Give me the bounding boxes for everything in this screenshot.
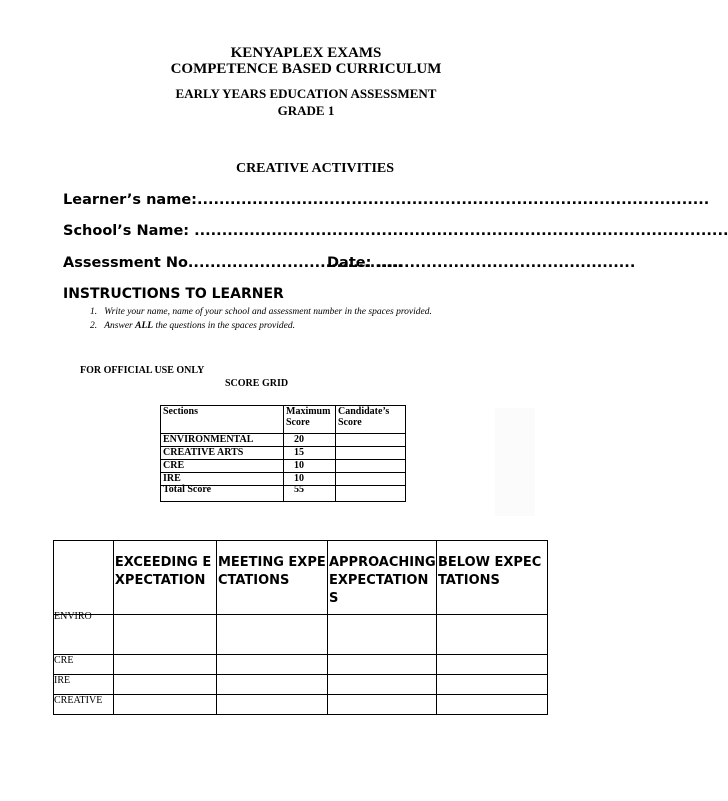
rubric-row-label: CRE — [54, 655, 114, 675]
curriculum-title: COMPETENCE BASED CURRICULUM — [170, 61, 442, 77]
exam-title: KENYAPLEX EXAMS — [230, 45, 382, 61]
candidate-score-cell[interactable] — [336, 447, 406, 460]
rubric-cell[interactable] — [216, 655, 327, 675]
grade-title: GRADE 1 — [277, 103, 335, 118]
section-name: CRE — [161, 460, 284, 473]
rubric-cell[interactable] — [216, 695, 327, 715]
section-name: ENVIRONMENTAL — [161, 434, 284, 447]
candidate-total-cell[interactable] — [336, 486, 406, 502]
rubric-cell[interactable] — [113, 615, 216, 655]
assessment-number-field[interactable]: Assessment No....................................... — [63, 255, 403, 271]
section-name: IRE — [161, 473, 284, 486]
rubric-corner-cell — [54, 541, 114, 615]
school-name-field[interactable]: School’s Name: ................................................................................................. — [63, 223, 728, 239]
rubric-cell[interactable] — [436, 695, 547, 715]
candidate-score-header-line2: Score — [338, 417, 362, 428]
rubric-row-label: CREATIVE — [54, 695, 114, 715]
subject-title: CREATIVE ACTIVITIES — [235, 161, 395, 176]
rubric-cell[interactable] — [113, 675, 216, 695]
rubric-header-row — [54, 541, 548, 615]
rubric-row — [54, 695, 548, 715]
official-use-label: FOR OFFICIAL USE ONLY — [80, 365, 205, 376]
rubric-row — [54, 655, 548, 675]
max-score: 10 — [284, 473, 336, 486]
instruction-item-1 — [90, 306, 432, 318]
instructions-title: INSTRUCTIONS TO LEARNER — [63, 286, 284, 302]
date-field[interactable]: Date: ............................................... — [327, 255, 636, 271]
total-max-score: 55 — [284, 486, 336, 502]
instruction-number: 1. — [90, 307, 98, 317]
instruction-emphasis: ALL — [135, 321, 154, 331]
rubric-cell[interactable] — [327, 695, 436, 715]
max-score: 15 — [284, 447, 336, 460]
rubric-cell[interactable] — [113, 655, 216, 675]
candidate-score-header — [336, 406, 406, 434]
rubric-cell[interactable] — [216, 675, 327, 695]
rubric-cell[interactable] — [113, 695, 216, 715]
score-grid-row — [161, 434, 406, 447]
total-score-label: Total Score — [161, 486, 284, 502]
instruction-number: 2. — [90, 321, 98, 331]
rubric-cell[interactable] — [327, 655, 436, 675]
max-score-header-line2: Score — [286, 417, 310, 428]
section-name: CREATIVE ARTS — [161, 447, 284, 460]
below-expectations-header: BELOW EXPECTATIONS — [436, 541, 547, 615]
rubric-cell[interactable] — [436, 655, 547, 675]
score-grid-total-row — [161, 486, 406, 502]
candidate-score-cell[interactable] — [336, 473, 406, 486]
rubric-table — [53, 540, 548, 715]
rubric-row-label — [54, 611, 114, 655]
score-grid-header-row — [161, 406, 406, 434]
instruction-text: the questions in the spaces provided. — [153, 321, 295, 331]
assessment-title: EARLY YEARS EDUCATION ASSESSMENT — [175, 86, 437, 101]
rubric-row — [54, 675, 548, 695]
scan-shadow — [495, 408, 535, 516]
rubric-cell[interactable] — [327, 615, 436, 655]
candidate-score-cell[interactable] — [336, 460, 406, 473]
rubric-row-label-text: ENVIRO — [54, 611, 92, 622]
candidate-score-header-line1: Candidate’s — [338, 406, 390, 417]
score-grid-table — [160, 405, 406, 502]
max-score-header — [284, 406, 336, 434]
instruction-item-2 — [90, 320, 295, 332]
rubric-cell[interactable] — [436, 675, 547, 695]
rubric-row — [54, 615, 548, 655]
instruction-text: Write your name, name of your school and assessment number in the spaces provided. — [104, 307, 432, 317]
instruction-text: Answer — [104, 321, 136, 331]
score-grid-row — [161, 447, 406, 460]
approaching-expectations-header: APPROACHING EXPECTATIONS — [327, 541, 436, 615]
exceeding-expectation-header: EXCEEDING EXPECTATION — [113, 541, 216, 615]
max-score: 20 — [284, 434, 336, 447]
score-grid-title: SCORE GRID — [225, 378, 289, 389]
sections-header: Sections — [161, 406, 284, 434]
rubric-row-label: IRE — [54, 675, 114, 695]
rubric-cell[interactable] — [327, 675, 436, 695]
max-score: 10 — [284, 460, 336, 473]
learner-name-field[interactable]: Learner’s name:............................................................................................. — [63, 192, 710, 208]
meeting-expectations-header: MEETING EXPECTATIONS — [216, 541, 327, 615]
rubric-cell[interactable] — [216, 615, 327, 655]
candidate-score-cell[interactable] — [336, 434, 406, 447]
max-score-header-line1: Maximum — [286, 406, 331, 417]
rubric-cell[interactable] — [436, 615, 547, 655]
score-grid-row — [161, 460, 406, 473]
